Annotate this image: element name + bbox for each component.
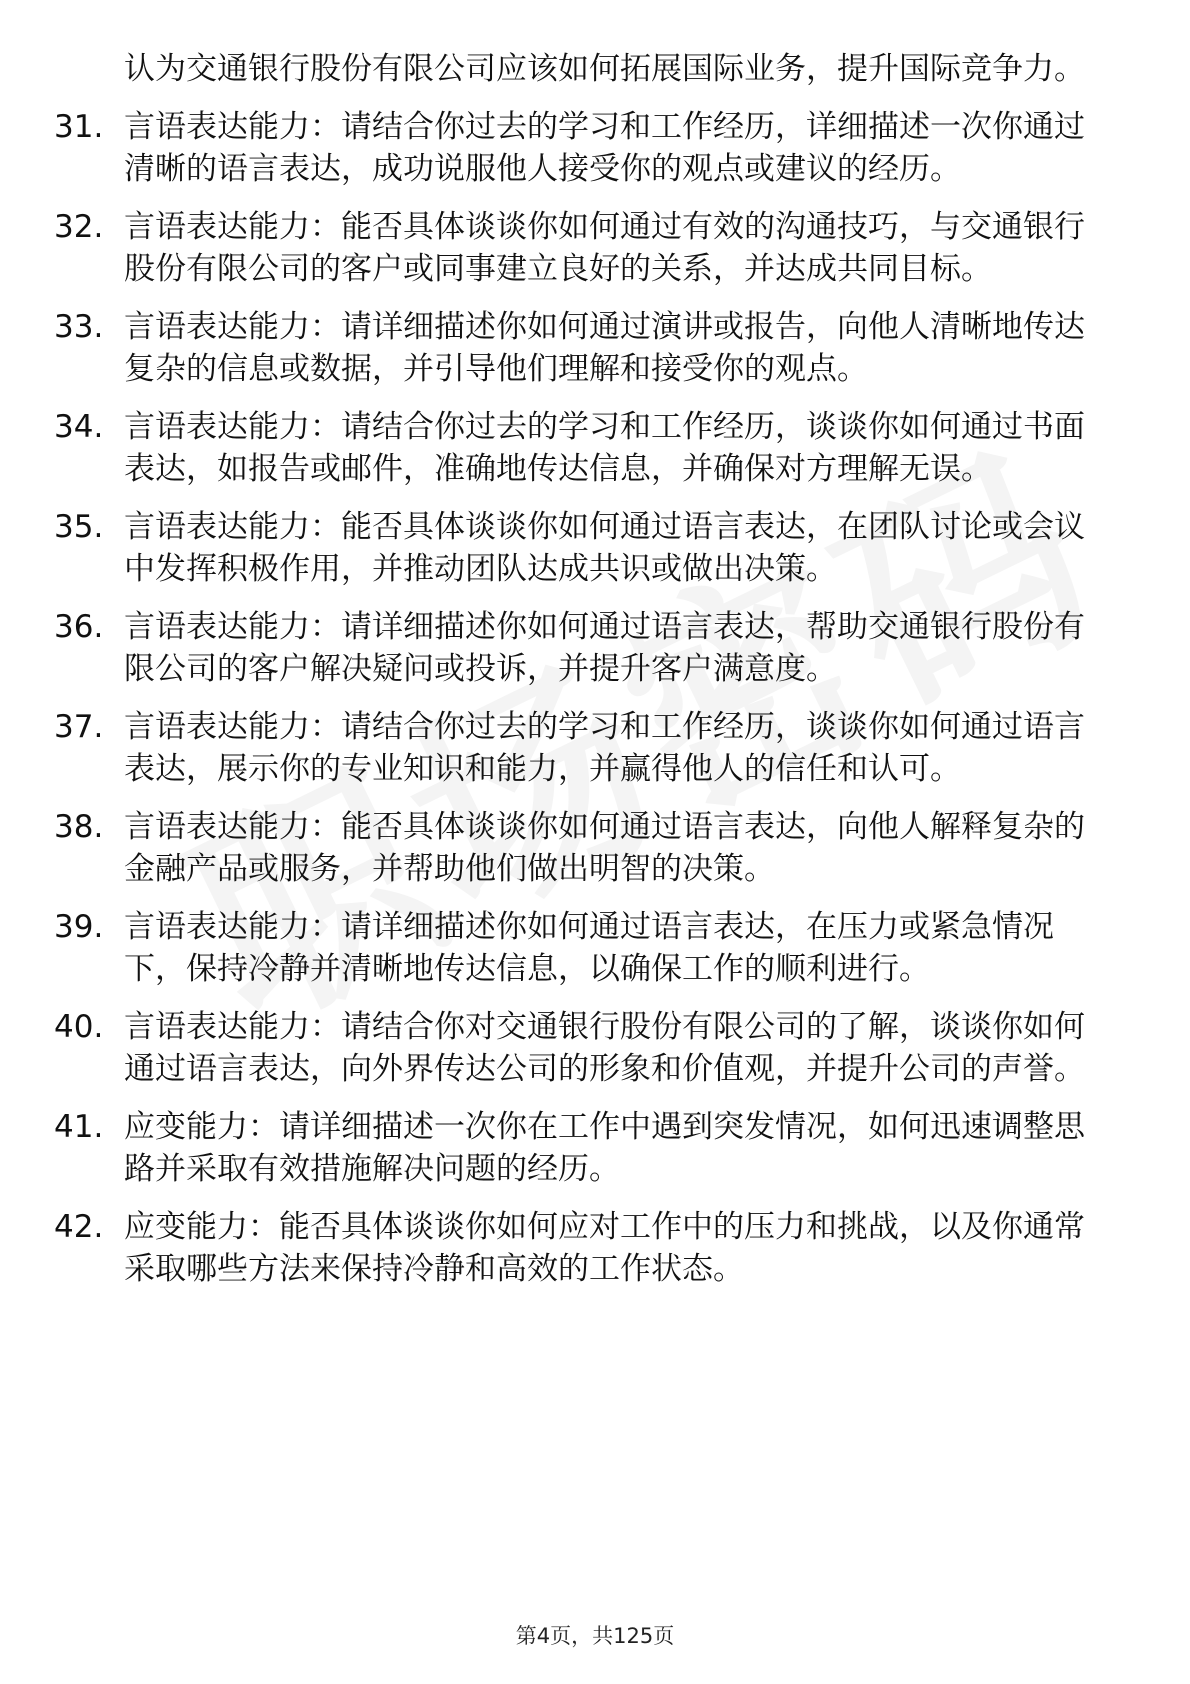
question-number: 33. — [54, 309, 104, 345]
question-text: 言语表达能力：能否具体谈谈你如何通过有效的沟通技巧，与交通银行股份有限公司的客户或同事建立良好的关系，并达成共同目标。 — [124, 209, 1085, 287]
question-number: 38. — [54, 809, 104, 845]
question-text: 应变能力：能否具体谈谈你如何应对工作中的压力和挑战，以及你通常采取哪些方法来保持冷静和高效的工作状态。 — [124, 1209, 1085, 1287]
question-text: 言语表达能力：请详细描述你如何通过语言表达，帮助交通银行股份有限公司的客户解决疑问或投诉，并提升客户满意度。 — [124, 609, 1085, 687]
page-footer: 第4页，共125页 — [515, 1624, 675, 1648]
question-item — [54, 1106, 1114, 1190]
question-text: 言语表达能力：请结合你过去的学习和工作经历，谈谈你如何通过书面表达，如报告或邮件，准确地传达信息，并确保对方理解无误。 — [124, 409, 1085, 487]
question-number: 41. — [54, 1109, 104, 1145]
question-number: 31. — [54, 109, 104, 145]
question-number: 39. — [54, 909, 104, 945]
continuation-text: 认为交通银行股份有限公司应该如何拓展国际业务，提升国际竞争力。 — [124, 51, 1085, 87]
question-item — [54, 606, 1114, 690]
question-text: 言语表达能力：请详细描述你如何通过语言表达，在压力或紧急情况下，保持冷静并清晰地传达信息，以确保工作的顺利进行。 — [124, 909, 1054, 987]
question-list — [54, 48, 1114, 1306]
question-number: 42. — [54, 1209, 104, 1245]
question-text: 言语表达能力：请详细描述你如何通过演讲或报告，向他人清晰地传达复杂的信息或数据，并引导他们理解和接受你的观点。 — [124, 309, 1085, 387]
question-number: 32. — [54, 209, 104, 245]
question-item — [54, 1206, 1114, 1290]
question-item — [54, 106, 1114, 190]
question-item — [54, 406, 1114, 490]
question-item — [54, 206, 1114, 290]
question-text: 言语表达能力：请结合你过去的学习和工作经历，谈谈你如何通过语言表达，展示你的专业知识和能力，并赢得他人的信任和认可。 — [124, 709, 1085, 787]
question-item — [54, 1006, 1114, 1090]
question-number: 36. — [54, 609, 104, 645]
question-number: 40. — [54, 1009, 104, 1045]
question-text: 言语表达能力：请结合你对交通银行股份有限公司的了解，谈谈你如何通过语言表达，向外界传达公司的形象和价值观，并提升公司的声誉。 — [124, 1009, 1085, 1087]
question-item — [54, 906, 1114, 990]
question-item — [54, 306, 1114, 390]
question-item — [54, 706, 1114, 790]
question-text: 言语表达能力：请结合你过去的学习和工作经历，详细描述一次你通过清晰的语言表达，成功说服他人接受你的观点或建议的经历。 — [124, 109, 1085, 187]
question-item — [54, 806, 1114, 890]
question-number: 34. — [54, 409, 104, 445]
question-number: 37. — [54, 709, 104, 745]
question-text: 言语表达能力：能否具体谈谈你如何通过语言表达，在团队讨论或会议中发挥积极作用，并推动团队达成共识或做出决策。 — [124, 509, 1085, 587]
question-text: 言语表达能力：能否具体谈谈你如何通过语言表达，向他人解释复杂的金融产品或服务，并帮助他们做出明智的决策。 — [124, 809, 1085, 887]
question-number: 35. — [54, 509, 104, 545]
question-text: 应变能力：请详细描述一次你在工作中遇到突发情况，如何迅速调整思路并采取有效措施解决问题的经历。 — [124, 1109, 1085, 1187]
question-item — [54, 506, 1114, 590]
